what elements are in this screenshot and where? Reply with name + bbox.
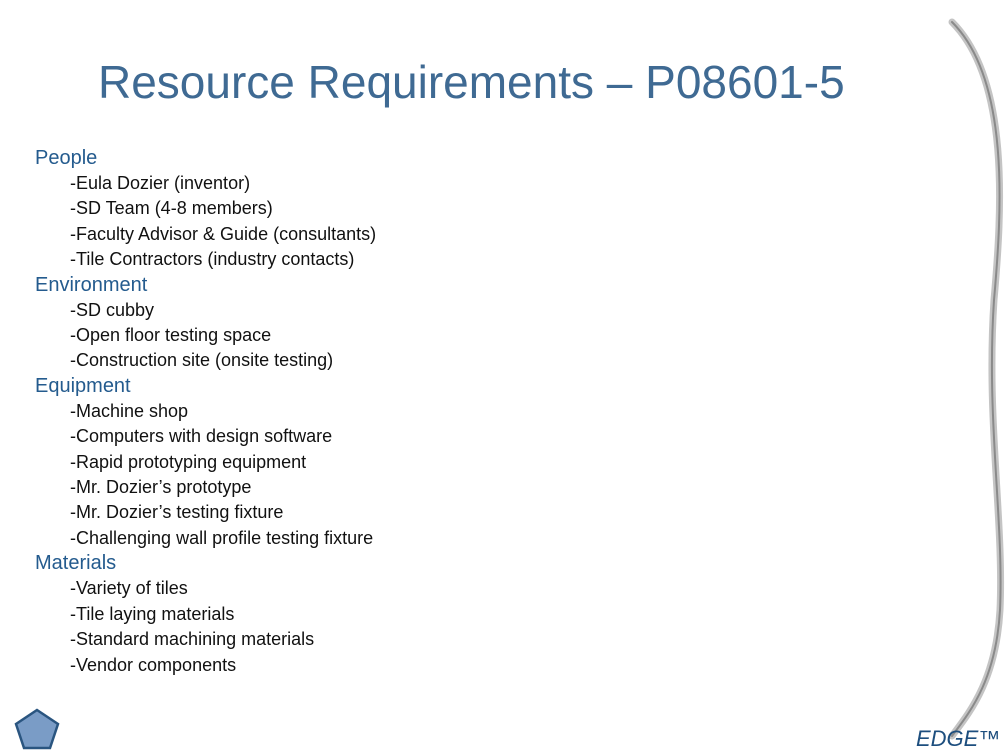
list-item: -Vendor components: [70, 654, 237, 675]
pentagon-icon: [14, 708, 60, 750]
list-item: -SD cubby: [70, 299, 155, 320]
section-heading: Environment: [35, 273, 148, 296]
list-item: -Rapid prototyping equipment: [70, 451, 307, 472]
list-item: -Mr. Dozier’s testing fixture: [70, 502, 284, 523]
section-equipment: [35, 374, 795, 551]
list-item: -Variety of tiles: [70, 578, 188, 599]
list-item: -Machine shop: [70, 400, 189, 421]
section-heading: Equipment: [35, 374, 131, 397]
list-item: -Challenging wall profile testing fixture: [70, 527, 374, 548]
section-environment: [35, 273, 795, 374]
list-item: -Computers with design software: [70, 426, 333, 447]
list-item: -Eula Dozier (inventor): [70, 173, 251, 193]
list-item: -Standard machining materials: [70, 629, 315, 650]
list-item: -Construction site (onsite testing): [70, 350, 334, 371]
section-people: [35, 146, 795, 273]
section-heading: Materials: [35, 552, 117, 575]
section-heading: People: [35, 147, 98, 169]
list-item: -Tile laying materials: [70, 603, 235, 624]
list-item: -SD Team (4-8 members): [70, 198, 273, 219]
list-item: -Faculty Advisor & Guide (consultants): [70, 223, 377, 244]
section-materials: [35, 551, 795, 678]
edge-logo: EDGE™: [916, 726, 1001, 751]
slide-title: Resource Requirements – P08601-5: [98, 56, 845, 108]
list-item: -Mr. Dozier’s prototype: [70, 477, 252, 498]
resource-list: [35, 146, 795, 678]
list-item: -Tile Contractors (industry contacts): [70, 249, 355, 270]
list-item: -Open floor testing space: [70, 325, 272, 346]
